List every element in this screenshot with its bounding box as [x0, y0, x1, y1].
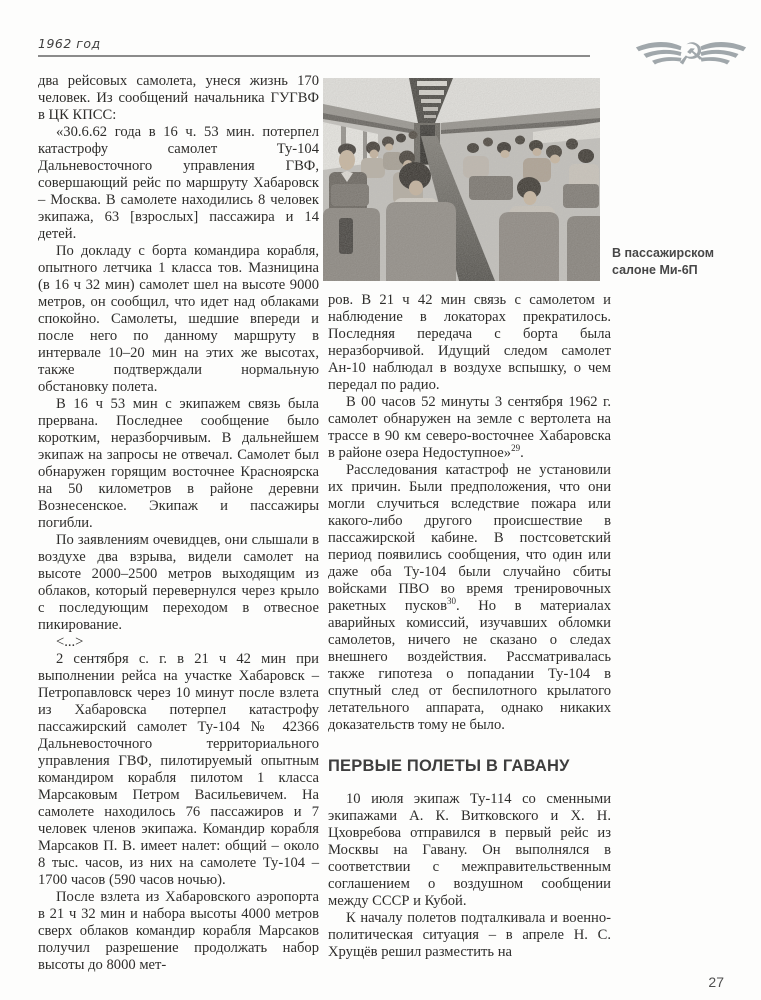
header-rule: [38, 55, 590, 57]
page-number: 27: [708, 974, 724, 990]
paragraph: По заявлениям очевидцев, они слышали в воздухе два взрыва, видели самолет на высоте 2000–2500 метров выходящим из облаков, который перевернулся через крыло с последующим переходом в отвесное пикирование.: [38, 532, 319, 633]
cabin-photo: [323, 78, 600, 281]
cabin-photo-illustration: [323, 78, 600, 281]
paragraph: По докладу с борта командира корабля, опытного летчика 1 класса тов. Мазницина (в 16 ч 32 мин) самолет шел на высоте 9000 метров, он сообщил, что идет над облаками спокойно. Самолеты, шедшие впереди и после него по данному маршруту в интервале 10–20 мин на этих же высотах, также подтверждали нормальную обстановку полета.: [38, 243, 319, 395]
paragraph: После взлета из Хабаровского аэропорта в 21 ч 32 мин и набора высоты 4000 метров сверх облаков командир корабля Марсаков получил разрешение продолжать набор высоты до 8000 мет-: [38, 889, 319, 973]
left-text-column: [38, 73, 319, 974]
photo-caption: [612, 245, 748, 278]
aeroflot-logo-icon: [634, 32, 748, 78]
paragraph: К началу полетов подталкивала и военно-политическая ситуация – в апреле Н. С. Хрущёв решил разместить на: [328, 910, 611, 960]
paragraph: 2 сентября с. г. в 21 ч 42 мин при выполнении рейса на участке Хабаровск – Петропавловск через 10 минут после взлета из Хабаровска потерпел катастрофу пассажирский самолет Ту-104 № 42366 Дальневосточного территориального управления ГВФ, пилотируемый опытным командиром корабля пилотом 1 класса Марсаковым Петром Васильевичем. На самолете находилось 76 пассажиров и 7 человек членов экипажа. Командир корабля Марсаков П. В. имеет налет: общий – около 8 тыс. часов, из них на самолете Ту-104 – 1700 часов (590 часов ночью).: [38, 651, 319, 888]
photo-caption-line: В пассажирском: [612, 246, 714, 260]
paragraph: [328, 462, 611, 734]
paragraph: [328, 394, 611, 462]
footnote-ref-29: 29: [511, 443, 521, 454]
paragraph-text: Расследования катастроф не установили их причин. Были предположения, что они могли случиться вследствие пожара или какого-либо другого происшествие в пассажирской кабине. В постсоветский период появились сообщения, что один или даже оба Ту-104 были случайно сбиты войсками ПВО во время тренировочных ракетных пусков: [328, 462, 611, 614]
paragraph: ров. В 21 ч 42 мин связь с самолетом и наблюдение в локаторах прекратилось. Последняя передача с борта была неразборчивой. Идущий следом самолет Ан-10 наблюдал в воздухе вспышку, о чем передал по радио.: [328, 292, 611, 393]
paragraph: В 16 ч 53 мин с экипажем связь была прервана. Последнее сообщение было коротким, неразборчивым. В дальнейшем экипаж на запросы не отвечал. Самолет был обнаружен горящим восточнее Красноярска на 50 километров в районе деревни Вознесенское. Экипаж и пассажиры погибли.: [38, 396, 319, 531]
right-text-column: [328, 78, 611, 961]
paragraph-text: В 00 часов 52 минуты 3 сентября 1962 г. самолет обнаружен на земле с вертолета на трассе в 90 км северо-восточнее Хабаровска в районе озера Недоступное»: [328, 394, 611, 461]
section-heading: ПЕРВЫЕ ПОЛЕТЫ В ГАВАНУ: [328, 757, 570, 775]
running-head-year: 1962 год: [38, 36, 101, 51]
footnote-ref-30: 30: [446, 596, 456, 607]
svg-text:☭: ☭: [677, 37, 705, 73]
paragraph: «30.6.62 года в 16 ч. 53 мин. потерпел катастрофу самолет Ту-104 Дальневосточного управления ГВФ, совершающий рейс по маршруту Хабаровск – Москва. В самолете находились 8 человек экипажа, 63 [взрослых] пассажира и 14 детей.: [38, 124, 319, 242]
paragraph: два рейсовых самолета, унеся жизнь 170 человек. Из сообщений начальника ГУГВФ в ЦК КПСС:: [38, 73, 319, 123]
paragraph-text: . Но в материалах аварийных комиссий, изучавших обломки самолетов, ничего не сказано о следах внешнего воздействия. Рассматривалась также гипотеза о попадании Ту-104 в спутный след от беспилотного крылатого летательного аппарата, однако никаких доказательств тому не было.: [328, 598, 611, 733]
photo-caption-line: салоне Ми-6П: [612, 262, 698, 277]
paragraph-text: .: [520, 445, 524, 461]
paragraph: 10 июля экипаж Ту-114 со сменными экипажами А. К. Витковского и Х. Н. Цховребова отправился в первый рейс из Москвы на Гавану. Он выполнялся в соответствии с межправительственным соглашением о воздушном сообщении между СССР и Кубой.: [328, 791, 611, 909]
ellipsis-marker: <...>: [56, 634, 84, 650]
